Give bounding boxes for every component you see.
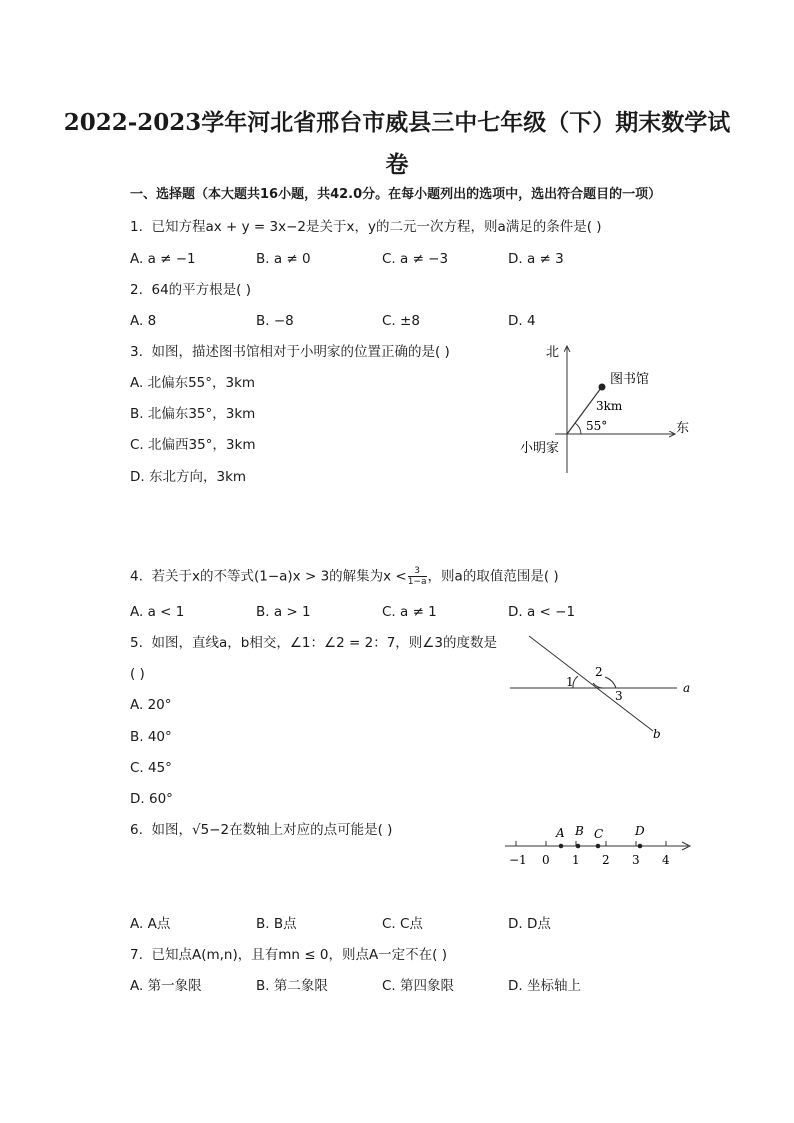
option-d[interactable]: D. a ≠ 3 [508, 251, 564, 267]
angle-3-label: 3 [615, 689, 623, 703]
question-4 [130, 566, 559, 587]
distance-label: 3km [596, 399, 623, 413]
tick-label: 0 [542, 853, 550, 867]
option-b[interactable]: B. 第二象限 [256, 978, 328, 994]
option-c[interactable]: C. 45° [130, 760, 172, 776]
question-number: 4. [130, 568, 143, 585]
question-text: 已知方程ax + y = 3x−2是关于x，y的二元一次方程，则a满足的条件是( ) [151, 219, 602, 235]
option-b[interactable]: B. B点 [256, 916, 297, 932]
point-d-label: D [635, 824, 645, 838]
option-b[interactable]: B. −8 [256, 313, 294, 329]
option-d[interactable]: D. D点 [508, 916, 551, 932]
option-a[interactable]: A. 北偏东55°，3km [130, 375, 256, 391]
option-a[interactable]: A. A点 [130, 916, 171, 932]
fraction-denominator: 1−a [407, 577, 427, 587]
question-number: 3. [130, 344, 143, 360]
tick-label: 1 [572, 853, 580, 867]
option-c[interactable]: C. a ≠ −3 [382, 251, 449, 267]
option-c[interactable]: C. 第四象限 [382, 978, 455, 994]
point-a-label: A [556, 826, 565, 840]
fraction-numerator: 3 [408, 566, 427, 577]
question-7 [130, 946, 447, 964]
question-number: 5. [130, 635, 143, 651]
option-d[interactable]: D. a < −1 [508, 604, 576, 620]
option-c[interactable]: C. C点 [382, 916, 423, 932]
angle-2-label: 2 [595, 665, 603, 679]
question-text: 如图，√5−2在数轴上对应的点可能是( ) [151, 822, 393, 838]
question-text-after: ，则a的取值范围是( ) [427, 568, 559, 585]
option-d[interactable]: D. 4 [508, 313, 536, 329]
tick-label: −1 [509, 853, 527, 867]
east-label: 东 [676, 421, 690, 436]
angle-1-label: 1 [566, 675, 574, 689]
compass-figure [510, 338, 700, 478]
number-line-figure [500, 820, 700, 870]
point-b-label: B [575, 824, 584, 838]
question-1 [130, 218, 602, 236]
question-number: 7. [130, 947, 143, 963]
option-d[interactable]: D. 60° [130, 791, 173, 807]
option-a[interactable]: A. 第一象限 [130, 978, 202, 994]
line-b-label: b [653, 727, 661, 741]
tick-label: 4 [662, 853, 670, 867]
question-text: 64的平方根是( ) [151, 282, 251, 298]
option-c[interactable]: C. a ≠ 1 [382, 604, 437, 620]
question-2 [130, 281, 251, 299]
question-text: 如图，直线a，b相交，∠1：∠2 = 2：7，则∠3的度数是 [151, 635, 497, 651]
document-title-line1: 2022-2023学年河北省邢台市威县三中七年级（下）期末数学试 [63, 109, 731, 136]
fraction [408, 566, 427, 587]
question-number: 1. [130, 219, 143, 235]
section-header: 一、选择题（本大题共16小题，共42.0分。在每小题列出的选项中，选出符合题目的一项） [130, 187, 662, 202]
north-label: 北 [546, 345, 560, 360]
question-text: 已知点A(m,n)，且有mn ≤ 0，则点A一定不在( ) [151, 947, 448, 963]
library-label: 图书馆 [610, 372, 650, 387]
question-text-before: 若关于x的不等式(1−a)x > 3的解集为x < [151, 568, 407, 585]
question-text: 如图，描述图书馆相对于小明家的位置正确的是( ) [151, 344, 450, 360]
option-b[interactable]: B. 北偏东35°，3km [130, 406, 256, 422]
point-c-label: C [594, 827, 604, 841]
question-5-blank: ( ) [130, 666, 145, 682]
line-a-label: a [683, 681, 691, 695]
home-label: 小明家 [520, 441, 560, 456]
option-d[interactable]: D. 东北方向，3km [130, 469, 247, 485]
question-6 [130, 821, 392, 839]
tick-label: 2 [602, 853, 610, 867]
option-b[interactable]: B. 40° [130, 729, 172, 745]
angle-label: 55° [586, 419, 608, 433]
question-number: 2. [130, 282, 143, 298]
option-a[interactable]: A. 8 [130, 313, 157, 329]
option-b[interactable]: B. a > 1 [256, 604, 311, 620]
question-5 [130, 634, 497, 652]
option-c[interactable]: C. ±8 [382, 313, 420, 329]
question-3 [130, 343, 450, 361]
option-a[interactable]: A. a < 1 [130, 604, 185, 620]
question-number: 6. [130, 822, 143, 838]
intersecting-lines-figure [505, 630, 705, 750]
option-c[interactable]: C. 北偏西35°，3km [130, 437, 256, 453]
option-a[interactable]: A. a ≠ −1 [130, 251, 196, 267]
tick-label: 3 [632, 853, 640, 867]
document-title-line2: 卷 [385, 151, 409, 178]
option-a[interactable]: A. 20° [130, 697, 172, 713]
option-b[interactable]: B. a ≠ 0 [256, 251, 311, 267]
option-d[interactable]: D. 坐标轴上 [508, 978, 581, 994]
